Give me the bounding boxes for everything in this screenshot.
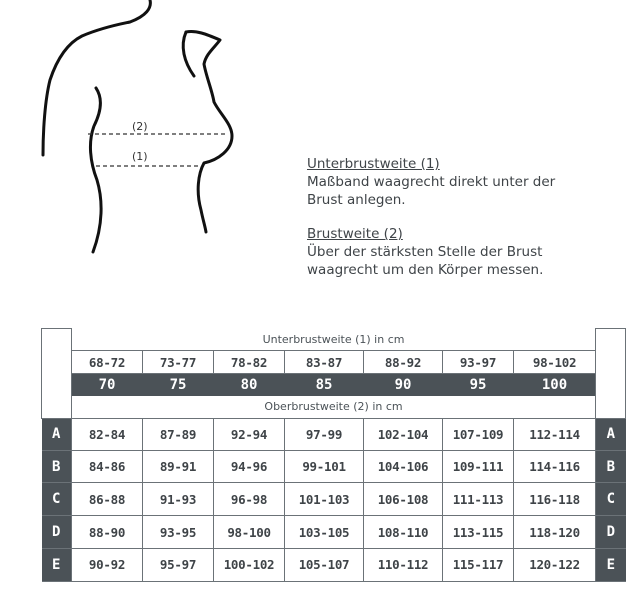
bust-range: 86-88 (72, 483, 143, 516)
bust-range: 108-110 (364, 516, 443, 548)
cup-label-right: E (596, 548, 626, 581)
cup-label-left: E (42, 548, 72, 581)
breast-outline (183, 32, 194, 76)
band-size: 95 (443, 374, 514, 396)
cup-label-left: B (42, 450, 72, 482)
bust-range: 82-84 (72, 418, 143, 450)
bust-range: 120-122 (514, 548, 596, 581)
bust-range: 115-117 (443, 548, 514, 581)
cup-label-left: C (42, 483, 72, 516)
right-side-spacer (596, 329, 626, 419)
bust-range: 109-111 (443, 450, 514, 482)
underbust-range: 68-72 (72, 351, 143, 374)
bust-range: 114-116 (514, 450, 596, 482)
bust-range: 111-113 (443, 483, 514, 516)
cup-label-right: D (596, 516, 626, 548)
bust-instructions (307, 225, 607, 279)
bust-range: 90-92 (72, 548, 143, 581)
bust-range: 106-108 (364, 483, 443, 516)
bust-range: 102-104 (364, 418, 443, 450)
bust-range: 95-97 (143, 548, 214, 581)
band-size: 80 (214, 374, 285, 396)
left-side-spacer (42, 329, 72, 419)
bust-range: 103-105 (285, 516, 364, 548)
underbust-line-label: (1) (132, 150, 148, 163)
cup-row (42, 483, 626, 516)
underbust-range: 73-77 (143, 351, 214, 374)
bust-range: 110-112 (364, 548, 443, 581)
bust-range: 99-101 (285, 450, 364, 482)
bust-title: Brustweite (2) (307, 226, 403, 242)
cup-label-right: A (596, 418, 626, 450)
cup-row (42, 516, 626, 548)
bust-range: 116-118 (514, 483, 596, 516)
measurement-diagram (0, 0, 300, 270)
body-outline-front (186, 31, 232, 232)
bust-range: 93-95 (143, 516, 214, 548)
band-size: 90 (364, 374, 443, 396)
bust-range: 118-120 (514, 516, 596, 548)
bust-range: 88-90 (72, 516, 143, 548)
underbust-caption: Unterbrustweite (1) in cm (72, 329, 596, 351)
bust-range: 105-107 (285, 548, 364, 581)
band-size: 70 (72, 374, 143, 396)
bust-text-line1: Über der stärksten Stelle der Brust (307, 244, 543, 260)
band-size: 100 (514, 374, 596, 396)
bust-range: 84-86 (72, 450, 143, 482)
band-size-row (42, 374, 626, 396)
bust-range: 113-115 (443, 516, 514, 548)
bust-range: 101-103 (285, 483, 364, 516)
underbust-instructions (307, 155, 607, 209)
underbust-range: 98-102 (514, 351, 596, 374)
bust-caption: Oberbrustweite (2) in cm (72, 396, 596, 418)
underbust-range-row (42, 351, 626, 374)
bust-range: 107-109 (443, 418, 514, 450)
bust-line-label: (2) (132, 120, 148, 133)
underbust-range: 93-97 (443, 351, 514, 374)
bust-range: 94-96 (214, 450, 285, 482)
bust-range: 96-98 (214, 483, 285, 516)
bust-range: 97-99 (285, 418, 364, 450)
underbust-text-line1: Maßband waagrecht direkt unter der (307, 174, 556, 190)
cup-row (42, 450, 626, 482)
underbust-range: 78-82 (214, 351, 285, 374)
cup-label-left: A (42, 418, 72, 450)
bust-caption-row (42, 396, 626, 418)
bust-range: 91-93 (143, 483, 214, 516)
cup-label-right: B (596, 450, 626, 482)
underbust-range: 88-92 (364, 351, 443, 374)
cup-row (42, 548, 626, 581)
cup-label-right: C (596, 483, 626, 516)
underbust-caption-row (42, 329, 626, 351)
bust-text-line2: waagrecht um den Körper messen. (307, 262, 544, 278)
bust-range: 92-94 (214, 418, 285, 450)
underbust-range: 83-87 (285, 351, 364, 374)
size-table (41, 328, 626, 582)
bust-range: 98-100 (214, 516, 285, 548)
body-outline-arm (90, 88, 101, 252)
cup-label-left: D (42, 516, 72, 548)
band-size: 85 (285, 374, 364, 396)
bust-range: 89-91 (143, 450, 214, 482)
underbust-title: Unterbrustweite (1) (307, 156, 440, 172)
bust-range: 87-89 (143, 418, 214, 450)
cup-row (42, 418, 626, 450)
bust-range: 100-102 (214, 548, 285, 581)
bust-range: 112-114 (514, 418, 596, 450)
underbust-text-line2: Brust anlegen. (307, 192, 406, 208)
band-size: 75 (143, 374, 214, 396)
bust-range: 104-106 (364, 450, 443, 482)
